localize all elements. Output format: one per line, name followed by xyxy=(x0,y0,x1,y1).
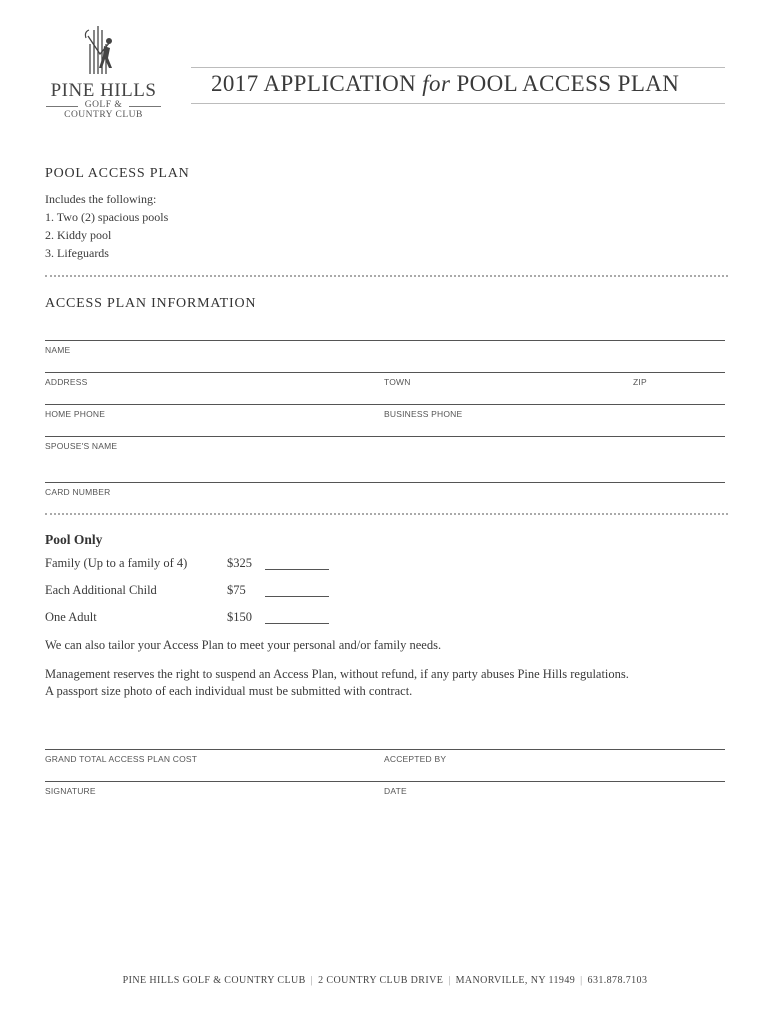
price-adult-blank[interactable] xyxy=(265,623,329,624)
management-note-1: Management reserves the right to suspend an Access Plan, without refund, if any party abuses Pine Hills regulations. xyxy=(45,667,629,681)
card-number-field[interactable] xyxy=(45,482,725,483)
phone-field[interactable] xyxy=(45,404,725,405)
price-row-child xyxy=(45,583,157,598)
price-row-family xyxy=(45,556,187,571)
footer: PINE HILLS GOLF & COUNTRY CLUB | 2 COUNTRY CLUB DRIVE | MANORVILLE, NY 11949 | 631.878.7103 xyxy=(122,975,648,986)
title-part-2: POOL ACCESS PLAN xyxy=(450,71,680,96)
page-title xyxy=(211,71,679,97)
price-label: One Adult xyxy=(45,610,97,624)
pricing-heading: Pool Only xyxy=(45,532,103,547)
price-label: Each Additional Child xyxy=(45,583,157,597)
address-label: ADDRESS xyxy=(45,377,88,387)
plan-heading: POOL ACCESS PLAN xyxy=(45,166,190,181)
zip-label: ZIP xyxy=(633,377,647,387)
price-child-blank[interactable] xyxy=(265,596,329,597)
dotted-divider xyxy=(45,275,728,277)
header-bottom-rule xyxy=(191,103,725,104)
footer-city: MANORVILLE, NY 11949 xyxy=(455,975,576,986)
price-value: $75 xyxy=(227,583,246,597)
title-part-1: 2017 APPLICATION xyxy=(211,71,423,96)
name-field[interactable] xyxy=(45,340,725,341)
logo-subtitle-2: COUNTRY CLUB xyxy=(64,110,143,120)
footer-phone: 631.878.7103 xyxy=(587,975,648,986)
town-label: TOWN xyxy=(384,377,411,387)
title-italic: for xyxy=(422,71,451,96)
plan-intro: Includes the following: xyxy=(45,192,157,206)
price-label: Family (Up to a family of 4) xyxy=(45,556,188,570)
home-phone-label: HOME PHONE xyxy=(45,409,106,419)
spouse-name-field[interactable] xyxy=(45,436,725,437)
grand-total-label: GRAND TOTAL ACCESS PLAN COST xyxy=(45,754,198,764)
logo-subtitle-1: GOLF & xyxy=(36,100,171,110)
logo-name: PINE HILLS xyxy=(50,80,157,101)
price-family-blank[interactable] xyxy=(265,569,329,570)
address-field[interactable] xyxy=(45,372,725,373)
card-number-label: CARD NUMBER xyxy=(45,487,111,497)
accepted-by-label: ACCEPTED BY xyxy=(384,754,447,764)
header-top-rule xyxy=(191,67,725,68)
plan-item: 1. Two (2) spacious pools xyxy=(45,210,169,224)
management-note-2: A passport size photo of each individual must be submitted with contract. xyxy=(45,684,413,698)
grand-total-field[interactable] xyxy=(45,749,725,750)
tailor-note: We can also tailor your Access Plan to meet your personal and/or family needs. xyxy=(45,638,442,652)
plan-item: 2. Kiddy pool xyxy=(45,228,112,242)
info-heading: ACCESS PLAN INFORMATION xyxy=(45,296,257,311)
price-row-adult xyxy=(45,610,97,625)
footer-address: 2 COUNTRY CLUB DRIVE xyxy=(318,975,444,986)
spouse-name-label: SPOUSE'S NAME xyxy=(45,441,118,451)
name-label: NAME xyxy=(45,345,71,355)
club-logo xyxy=(36,24,171,124)
plan-item: 3. Lifeguards xyxy=(45,246,109,260)
price-value: $325 xyxy=(227,556,252,570)
golfer-icon xyxy=(80,24,116,80)
signature-field[interactable] xyxy=(45,781,725,782)
business-phone-label: BUSINESS PHONE xyxy=(384,409,463,419)
footer-club: PINE HILLS GOLF & COUNTRY CLUB xyxy=(122,975,306,986)
date-label: DATE xyxy=(384,786,407,796)
price-value: $150 xyxy=(227,610,252,624)
signature-label: SIGNATURE xyxy=(45,786,96,796)
dotted-divider xyxy=(45,513,728,515)
